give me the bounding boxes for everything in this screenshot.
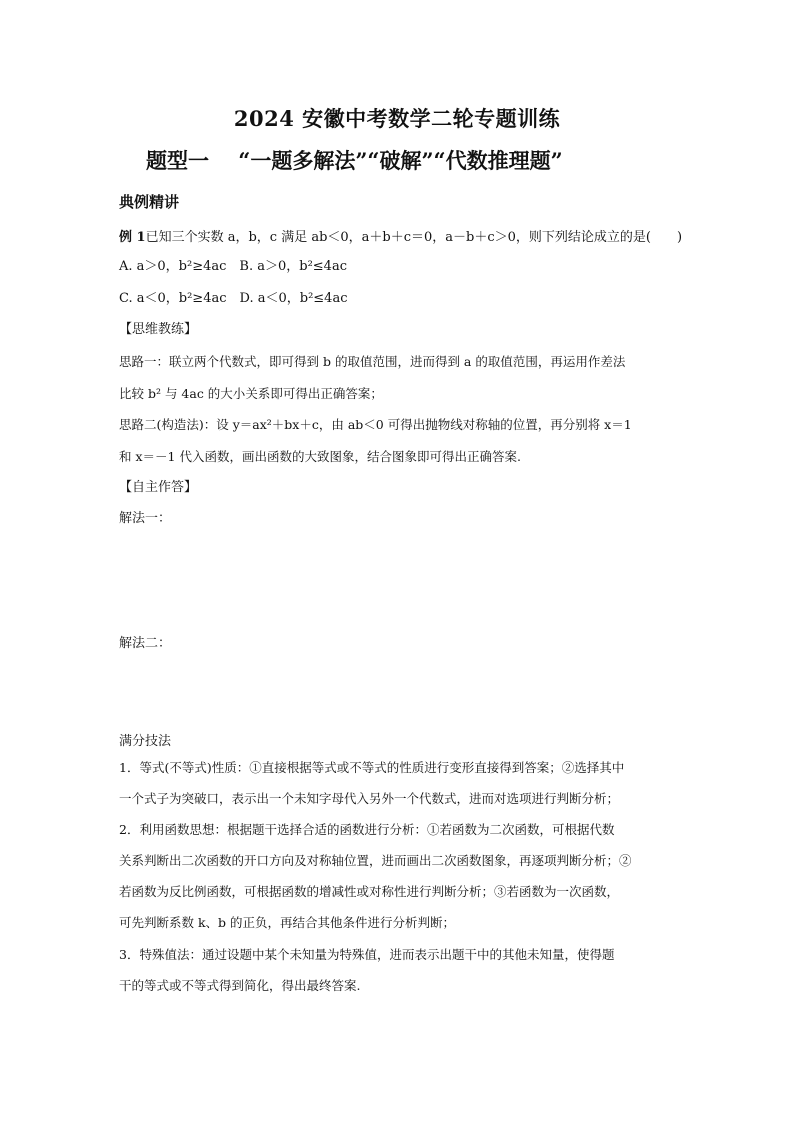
example-options-cd: C. a＜0，b²≥4ac D. a＜0，b²≤4ac [119, 291, 348, 306]
section-heading-example: 典例精讲 [119, 193, 180, 211]
self-answer-heading: 【自主作答】 [119, 480, 198, 495]
document-title: 2024 安徽中考数学二轮专题训练 [233, 106, 561, 131]
tip-line: 可先判断系数 k、b 的正负，再结合其他条件进行分析判断； [119, 915, 456, 930]
tip-line: 若函数为反比例函数，可根据函数的增减性或对称性进行判断分析；③若函数为一次函数， [119, 884, 620, 899]
tip-line: 2．利用函数思想：根据题干选择合适的函数进行分析：①若函数为二次函数，可根据代数 [119, 822, 615, 837]
tip-line: 3．特殊值法：通过设题中某个未知量为特殊值，进而表示出题干中的其他未知量，使得题 [119, 947, 615, 962]
example-label: 例 1 [119, 230, 146, 245]
solution-one-label: 解法一： [119, 511, 172, 526]
thinking-line: 思路二(构造法)：设 y＝ax²＋bx＋c，由 ab＜0 可得出抛物线对称轴的位置，再分别将 x＝1 [119, 417, 632, 432]
full-score-heading: 满分技法 [119, 734, 172, 749]
thinking-line: 和 x＝－1 代入函数，画出函数的大致图象，结合图象即可得出正确答案. [119, 449, 521, 464]
thinking-heading: 【思维教练】 [119, 322, 198, 337]
document-subtitle: 题型一 “一题多解法”“破解”“代数推理题” [146, 148, 563, 173]
example-options-ab: A. a＞0，b²≥4ac B. a＞0，b²≤4ac [119, 259, 347, 274]
thinking-line: 思路一：联立两个代数式，即可得到 b 的取值范围，进而得到 a 的取值范围，再运用作差法 [119, 354, 626, 369]
tip-line: 干的等式或不等式得到简化，得出最终答案. [119, 978, 361, 993]
tip-line: 1．等式(不等式)性质：①直接根据等式或不等式的性质进行变形直接得到答案；②选择其中 [119, 760, 625, 775]
thinking-line: 比较 b² 与 4ac 的大小关系即可得出正确答案； [119, 386, 383, 401]
tip-line: 一个式子为突破口，表示出一个未知字母代入另外一个代数式，进而对选项进行判断分析； [119, 791, 620, 806]
example-stem [119, 229, 682, 247]
example-stem-text: 已知三个实数 a，b，c 满足 ab＜0，a＋b＋c＝0，a－b＋c＞0，则下列结论成立的是( ) [145, 230, 683, 245]
tip-line: 关系判断出二次函数的开口方向及对称轴位置，进而画出二次函数图象，再逐项判断分析；② [119, 853, 632, 868]
solution-two-label: 解法二： [119, 636, 172, 651]
